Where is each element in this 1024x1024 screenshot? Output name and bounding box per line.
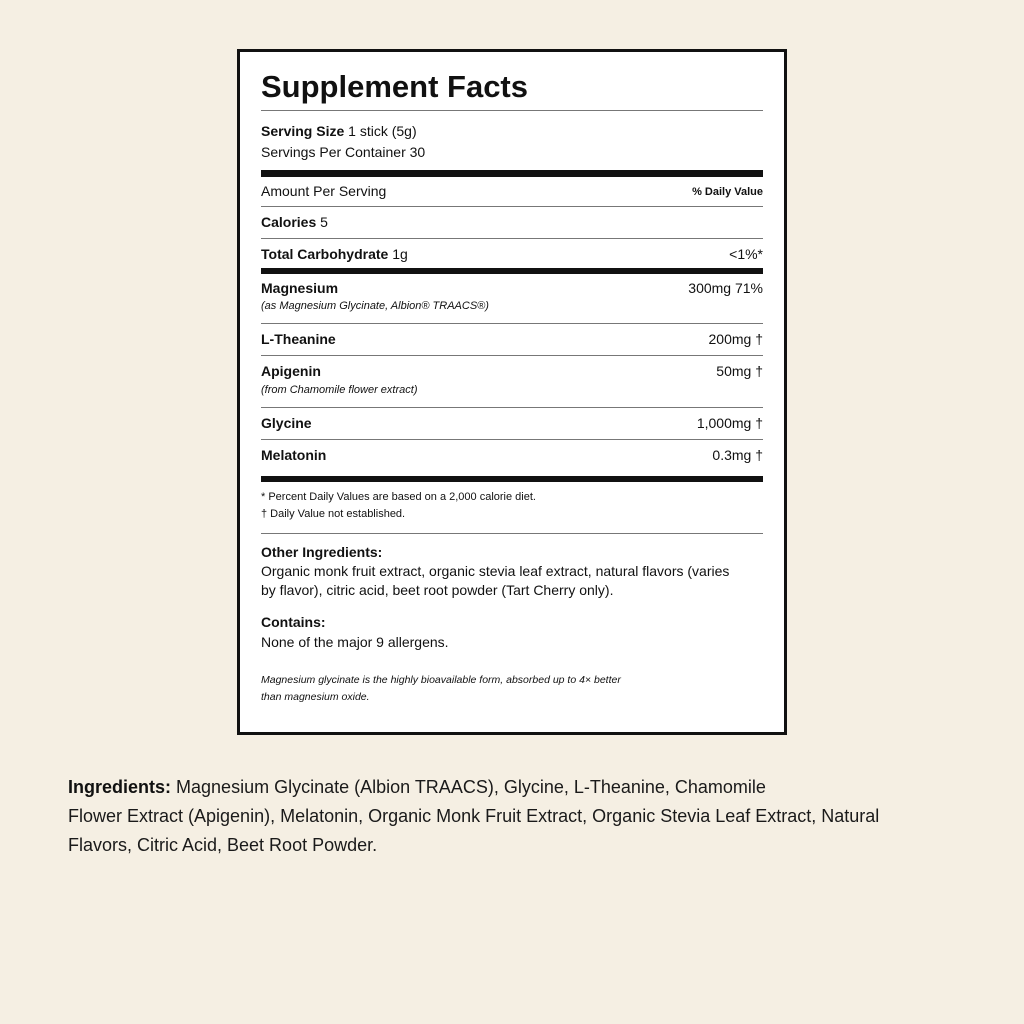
supplement-facts-content: [261, 52, 763, 732]
nutrient-name: Magnesium: [261, 280, 339, 296]
ingredients-line: [68, 773, 968, 802]
divider-thick: [261, 476, 763, 482]
serving-size-value: 1 stick (5g): [348, 123, 417, 139]
nutrient-amount: 0.3mg †: [712, 447, 763, 463]
ingredients-text: Magnesium Glycinate (Albion TRAACS), Glycine, L-Theanine, Chamomile: [176, 777, 766, 797]
calories-label: Calories: [261, 214, 317, 230]
nutrient-source: (from Chamomile flower extract): [261, 384, 418, 396]
divider: [261, 439, 763, 440]
footnote-not-established: † Daily Value not established.: [261, 508, 406, 520]
nutrient-amount: 200mg †: [708, 331, 763, 347]
ingredients-text: Flower Extract (Apigenin), Melatonin, Organic Monk Fruit Extract, Organic Stevia Leaf Extract, Natural: [68, 806, 880, 826]
divider: [261, 533, 763, 534]
daily-value-header: % Daily Value: [692, 186, 763, 198]
calories-value: 5: [320, 214, 328, 230]
divider: [261, 323, 763, 324]
nutrient-name: Glycine: [261, 415, 312, 431]
ingredients-text: Flavors, Citric Acid, Beet Root Powder.: [68, 835, 378, 855]
ingredients-label: Ingredients:: [68, 777, 172, 797]
supplement-facts-title: Supplement Facts: [261, 69, 528, 104]
divider: [261, 110, 763, 111]
carbohydrate-amount: 1g: [392, 246, 408, 262]
carbohydrate-label: Total Carbohydrate: [261, 246, 389, 262]
contains-text: None of the major 9 allergens.: [261, 634, 449, 650]
carbohydrate-daily-value: <1%*: [729, 246, 763, 262]
nutrient-name: Apigenin: [261, 363, 321, 379]
serving-size-label: Serving Size: [261, 123, 345, 139]
calories-row: [261, 213, 328, 231]
divider-thick: [261, 170, 763, 177]
divider-thick: [261, 268, 763, 274]
other-ingredients-text: Organic monk fruit extract, organic stevia leaf extract, natural flavors (varies by flavor), citric acid, beet root powder (Tart Cherry only).: [261, 563, 730, 598]
serving-size-row: [261, 122, 417, 140]
divider: [261, 355, 763, 356]
magnesium-note: Magnesium glycinate is the highly bioavailable form, absorbed up to 4× better than magnesium oxide.: [261, 674, 621, 703]
other-ingredients-label: Other Ingredients:: [261, 544, 383, 560]
carbohydrate-row: [261, 245, 408, 263]
nutrient-amount: 300mg 71%: [688, 280, 763, 296]
nutrient-name: L-Theanine: [261, 331, 336, 347]
nutrient-amount: 50mg †: [716, 363, 763, 379]
amount-per-serving: Amount Per Serving: [261, 183, 387, 199]
divider: [261, 238, 763, 239]
servings-per-container: Servings Per Container 30: [261, 144, 426, 160]
supplement-facts-panel: [237, 49, 787, 735]
nutrient-amount: 1,000mg †: [696, 415, 763, 431]
ingredients-block: [68, 773, 968, 860]
nutrient-source: (as Magnesium Glycinate, Albion® TRAACS®): [261, 300, 489, 312]
divider: [261, 206, 763, 207]
nutrient-name: Melatonin: [261, 447, 327, 463]
contains-label: Contains:: [261, 614, 326, 630]
divider: [261, 407, 763, 408]
footnote-daily-values: * Percent Daily Values are based on a 2,000 calorie diet.: [261, 491, 536, 503]
